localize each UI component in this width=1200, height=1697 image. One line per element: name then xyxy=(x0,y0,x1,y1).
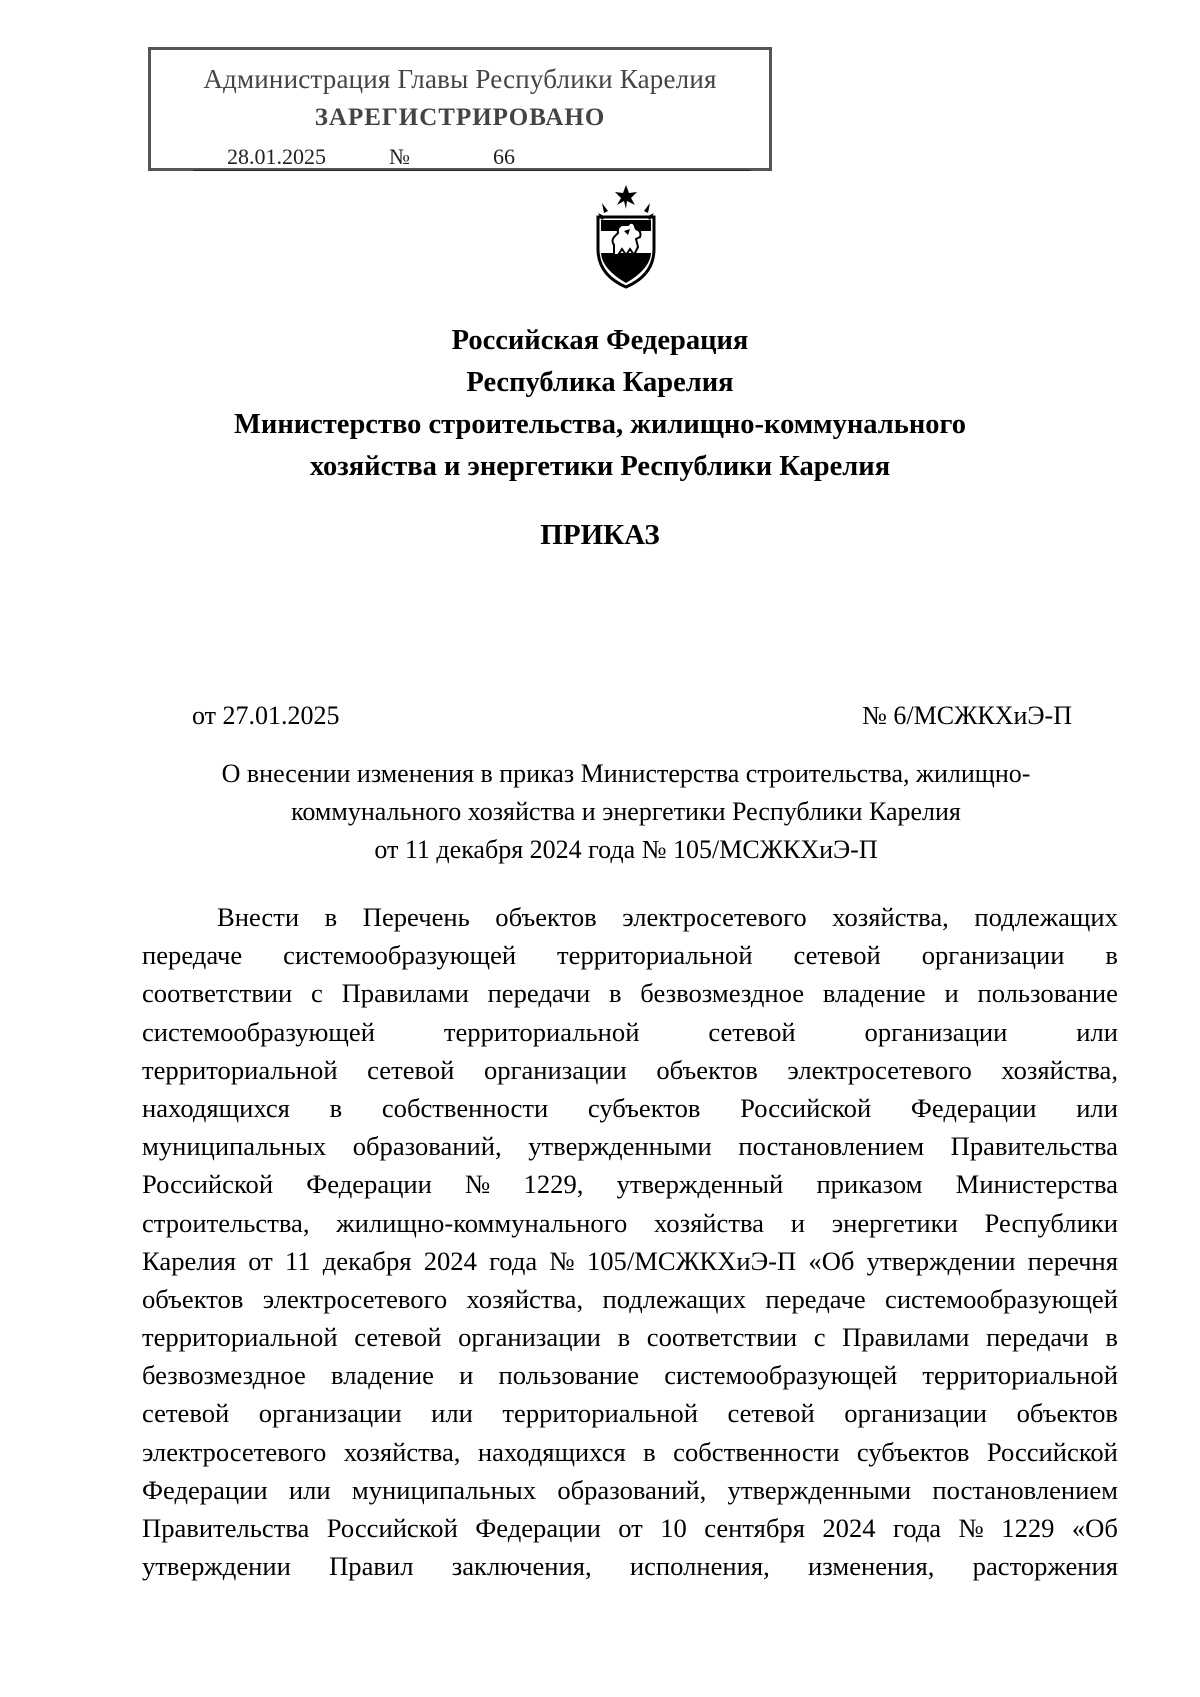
body-line: находящихся в собственности субъектов Российской Федерации или xyxy=(142,1092,1118,1123)
body-line: Федерации или муниципальных образований, утвержденными постановлением xyxy=(142,1474,1118,1505)
stamp-number: 66 xyxy=(493,144,515,169)
subject-line-3: от 11 декабря 2024 года № 105/МСЖКХиЭ-П xyxy=(374,835,878,864)
body-line: Карелия от 11 декабря 2024 года № 105/МСЖКХиЭ-П «Об утверждении перечня xyxy=(142,1245,1118,1276)
republic-name: Республика Карелия xyxy=(466,367,734,398)
stamp-registered-label: ЗАРЕГИСТРИРОВАНО xyxy=(314,104,606,131)
stamp-registration-row xyxy=(193,144,751,171)
body-line: Правительства Российской Федерации от 10 сентября 2024 года № 1229 «Об xyxy=(142,1513,1118,1543)
ministry-name-line1: Министерство строительства, жилищно-коммунального xyxy=(234,409,966,440)
body-line: передаче системообразующей территориальной сетевой организации в xyxy=(142,940,1118,971)
karelia-coat-of-arms-icon xyxy=(584,183,668,289)
stamp-date: 28.01.2025 xyxy=(227,144,326,169)
subject-line-2: коммунального хозяйства и энергетики Республики Карелия xyxy=(291,797,961,826)
body-line: территориальной сетевой организации объектов электросетевого хозяйства, xyxy=(142,1054,1118,1085)
order-body xyxy=(142,898,1118,1585)
country-name: Российская Федерация xyxy=(451,325,749,356)
body-line: соответствии с Правилами передачи в безвозмездное владение и пользование xyxy=(142,978,1118,1009)
body-line: безвозмездное владение и пользование системообразующей территориальной xyxy=(142,1360,1118,1391)
stamp-number-sign: № xyxy=(389,144,410,169)
body-line: сетевой организации или территориальной сетевой организации объектов xyxy=(142,1398,1118,1429)
order-number: № 6/МСЖКХиЭ-П xyxy=(862,701,1072,730)
document-type: ПРИКАЗ xyxy=(540,519,660,551)
body-line: объектов электросетевого хозяйства, подлежащих передаче системообразующей xyxy=(142,1283,1118,1314)
body-line: Российской Федерации № 1229, утвержденный приказом Министерства xyxy=(142,1169,1118,1200)
registration-stamp xyxy=(148,47,772,171)
body-line: территориальной сетевой организации в соответствии с Правилами передачи в xyxy=(142,1322,1118,1353)
body-line: Внести в Перечень объектов электросетевого хозяйства, подлежащих xyxy=(217,902,1118,932)
order-date: от 27.01.2025 xyxy=(192,701,340,730)
body-line: электросетевого хозяйства, находящихся в собственности субъектов Российской xyxy=(142,1436,1118,1467)
body-line: муниципальных образований, утвержденными постановлением Правительства xyxy=(142,1131,1118,1162)
ministry-name-line2: хозяйства и энергетики Республики Карелия xyxy=(309,451,891,482)
stamp-organization: Администрация Главы Республики Карелия xyxy=(203,64,717,94)
subject-line-1: О внесении изменения в приказ Министерства строительства, жилищно- xyxy=(221,759,1031,788)
body-line: строительства, жилищно-коммунального хозяйства и энергетики Республики xyxy=(142,1207,1118,1238)
body-line: утверждении Правил заключения, исполнения, изменения, расторжения xyxy=(142,1551,1118,1582)
body-line: системообразующей территориальной сетевой организации или xyxy=(142,1016,1118,1047)
